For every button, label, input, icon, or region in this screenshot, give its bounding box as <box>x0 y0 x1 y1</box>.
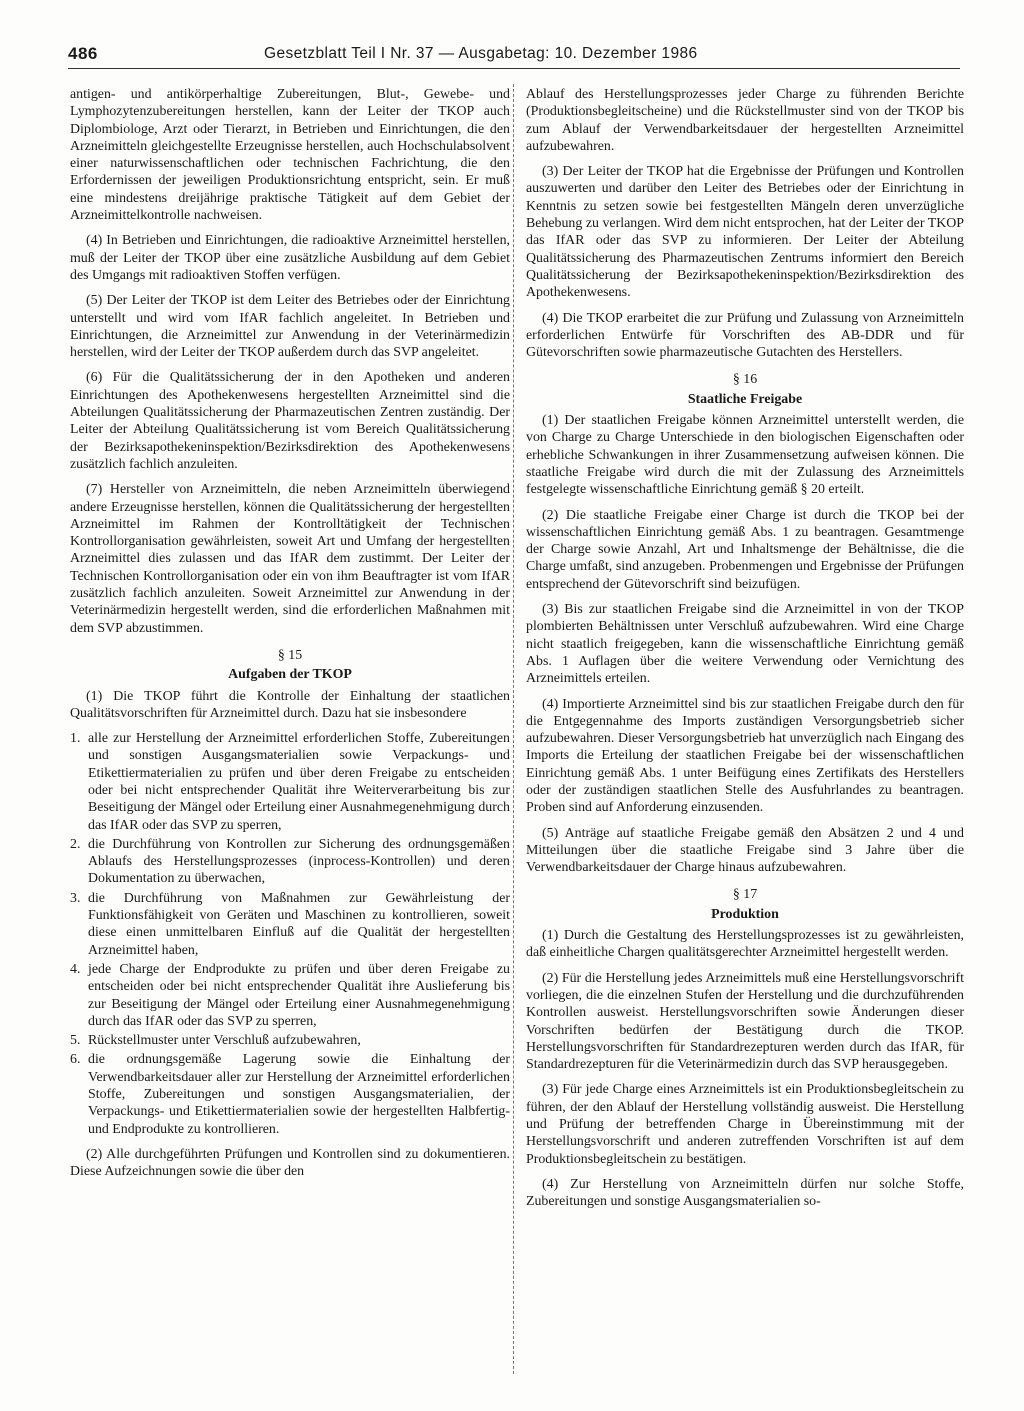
page-header <box>68 44 960 69</box>
list-item: 2. die Durchführung von Kontrollen zur Sicherung des ordnungsgemäßen Ablaufs des Herstellungsprozesses (inprocess-Kontrollen) und deren Dokumentation zu überwachen, <box>70 836 510 887</box>
list-item: 6. die ordnungsgemäße Lagerung sowie die Einhaltung der Verwendbarkeitsdauer aller zur Herstellung der Arzneimittel erforderlichen Stoffe, Zubereitungen und sonstigen Ausgangsmaterialien, der Verpackungs- und Etikettiermaterialien sowie der hergestellten Halbfertig- und Endprodukte zu kontrollieren. <box>70 1052 510 1137</box>
section-17-number: § 17 <box>732 887 758 903</box>
section-16-title: Staatliche Freigabe <box>687 391 803 407</box>
page-number: 486 <box>68 44 98 63</box>
column-divider <box>513 84 514 1374</box>
right-column <box>526 86 964 1219</box>
list-item: 5. Rückstellmuster unter Verschluß aufzubewahren, <box>70 1033 361 1049</box>
section-16-paragraph-1: (1) Der staatlichen Freigabe können Arzneimittel unterstellt werden, die von Charge zu Charge Unterschiede in den biologischen Eigenschaften oder erhebliche Schwankungen in ihrer Zusammensetzung aufweisen können. Die staatliche Freigabe wird durch die mit der Zulassung des Arzneimittels festgelegte wissenschaftliche Einrichtung gemäß § 20 erteilt. <box>526 413 964 498</box>
section-17-paragraph-2: (2) Für die Herstellung jedes Arzneimittels muß eine Herstellungsvorschrift vorliegen, die die einzelnen Stufen der Herstellung und die durchzuführenden Kontrollen ausweist. Herstellungsvorschriften sowie Änderungen dieser Vorschriften bedürfen der Bestätigung durch die TKOP. Herstellungsvorschriften für Standardrezepturen werden durch das IfAR, für Standardrezepturen für die Veterinärmedizin durch das SVP herausgegeben. <box>526 970 964 1073</box>
left-column <box>70 86 510 1189</box>
section-16-number: § 16 <box>732 372 758 388</box>
task-list <box>70 730 510 1138</box>
section-15-title: Aufgaben der TKOP <box>228 667 352 683</box>
list-item: 1. alle zur Herstellung der Arzneimittel erforderlichen Stoffe, Zubereitungen und sonstigen Ausgangsmaterialien sowie Verpackungs- und Etikettiermaterialien zu prüfen und über deren Freigabe zu entscheiden oder bei nicht entsprechender Qualität ihre Weiterverarbeitung bis zur Beseitigung der Mängel oder Erteilung einer Ausnahmegenehmigung durch das IfAR oder das SVP zu sperren, <box>70 731 510 833</box>
section-17-title: Produktion <box>711 906 779 922</box>
section-15-paragraph-4: (4) Die TKOP erarbeitet die zur Prüfung und Zulassung von Arzneimitteln erforderlichen Entwürfe für Vorschriften des AB-DDR und für Gütevorschriften sowie pharmazeutische Gutachten des Herstellers. <box>526 310 964 361</box>
section-16-paragraph-4: (4) Importierte Arzneimittel sind bis zur staatlichen Freigabe durch den für die Entgegennahme des Imports zuständigen Versorgungsbetrieb sicher aufzubewahren. Dieser Versorgungsbetrieb hat unverzüglich nach Eingang des Imports die Erteilung der staatlichen Freigabe bei der wissenschaftlichen Einrichtung gemäß Abs. 1 unter Beifügung eines Zertifikats des Herstellers oder der zuständigen staatlichen Stelle des Ausfuhrlandes zu beantragen. Proben sind auf Anforderung einzusenden. <box>526 696 964 816</box>
list-item: 3. die Durchführung von Maßnahmen zur Gewährleistung der Funktionsfähigkeit von Geräten und Maschinen zu kontrollieren, soweit diese einen unmittelbaren Einfluß auf die Qualität der hergestellten Arzneimittel haben, <box>70 890 510 958</box>
section-17-paragraph-1: (1) Durch die Gestaltung des Herstellungsprozesses ist zu gewährleisten, daß einheitliche Chargen qualitätsgerechter Arzneimittel hergestellt werden. <box>526 928 964 961</box>
section-17-paragraph-4: (4) Zur Herstellung von Arzneimitteln dürfen nur solche Stoffe, Zubereitungen und sonstige Ausgangsmaterialien so- <box>526 1176 964 1210</box>
section-15-paragraph-2: (2) Alle durchgeführten Prüfungen und Kontrollen sind zu dokumentieren. Diese Aufzeichnungen sowie die über den <box>70 1146 510 1180</box>
section-15-number: § 15 <box>277 647 303 663</box>
gazette-title: Gesetzblatt Teil I Nr. 37 — Ausgabetag: 10. Dezember 1986 <box>264 45 698 62</box>
paragraph-6: (6) Für die Qualitätssicherung der in den Apotheken und anderen Einrichtungen des Apothekenwesens hergestellten Arzneimittel sind die Abteilungen Qualitätssicherung der Pharmazeutischen Zentren zuständig. Der Leiter der Abteilung Qualitätssicherung ist vom Bereich Qualitätssicherung der Bezirksapothekeninspektion/Bezirksdirektion des Apothekenwesens zusätzlich fachlich anzuleiten. <box>70 370 510 472</box>
section-15-paragraph-3: (3) Der Leiter der TKOP hat die Ergebnisse der Prüfungen und Kontrollen auszuwerten und darüber den Leiter des Betriebes oder der Einrichtung in Kenntnis zu setzen sowie bei festgestellten Mängeln deren unverzügliche Behebung zu verlangen. Wird dem nicht entsprochen, hat der Leiter der TKOP das IfAR oder das SVP zu informieren. Der Leiter der Abteilung Qualitätssicherung des Pharmazeutischen Zentrums informiert den Bereich Qualitätssicherung der Bezirksapothekeninspektion/Bezirksdirektion des Apothekenwesens. <box>526 164 964 301</box>
list-item: 4. jede Charge der Endprodukte zu prüfen und über deren Freigabe zu entscheiden oder bei nicht entsprechender Qualität ihre Auslieferung bis zur Beseitigung der Mängel oder Erteilung einer Ausnahmegenehmigung durch das IfAR oder das SVP zu sperren, <box>70 961 510 1029</box>
section-15-paragraph-1: (1) Die TKOP führt die Kontrolle der Einhaltung der staatlichen Qualitätsvorschriften für Arzneimittel durch. Dazu hat sie insbesondere <box>70 688 510 721</box>
paragraph-7: (7) Hersteller von Arzneimitteln, die neben Arzneimitteln überwiegend andere Erzeugnisse herstellen, können die Qualitätssicherung der hergestellten Arzneimittel im Rahmen der Kontrolltätigkeit der Technischen Kontrollorganisation gewährleisten, soweit Art und Umfang der hergestellten Arzneimittel dies zulassen und das IfAR dem zustimmt. Der Leiter der Technischen Kontrollorganisation oder ein von ihm Beauftragter ist vom IfAR zusätzlich fachlich anzuleiten. Soweit Arzneimittel zur Anwendung in der Veterinärmedizin hergestellt werden, sind die erforderlichen Maßnahmen mit dem SVP abzustimmen. <box>70 482 510 636</box>
section-16-paragraph-3: (3) Bis zur staatlichen Freigabe sind die Arzneimittel in von der TKOP plombierten Behältnissen unter Verschluß aufzubewahren. Wird eine Charge nicht staatlich freigegeben, kann die wissenschaftliche Einrichtung gemäß Abs. 1 Auflagen über die weitere Verwendung oder Vernichtung des Arzneimittels erteilen. <box>526 602 964 687</box>
section-16-paragraph-2: (2) Die staatliche Freigabe einer Charge ist durch die TKOP bei der wissenschaftlichen Einrichtung gemäß Abs. 1 zu beantragen. Gesamtmenge der Charge sowie Anzahl, Art und Inhaltsmenge der Behältnisse, die die Charge umfaßt, sind anzugeben. Probenmengen und Ergebnisse der Prüfungen entsprechend der Gütevorschrift sind beizufügen. <box>526 507 964 592</box>
section-16-paragraph-5: (5) Anträge auf staatliche Freigabe gemäß den Absätzen 2 und 4 und Mitteilungen über die staatliche Freigabe sind 3 Jahre über die Verwendbarkeitsdauer der Charge hinaus aufzubewahren. <box>526 825 964 876</box>
paragraph-5: (5) Der Leiter der TKOP ist dem Leiter des Betriebes oder der Einrichtung unterstellt und wird vom IfAR fachlich angeleitet. In Betrieben und Einrichtungen, die Arzneimittel zur Anwendung in der Veterinärmedizin herstellen, wird der Leiter der TKOP außerdem durch das SVP angeleitet. <box>70 293 510 361</box>
section-17-paragraph-3: (3) Für jede Charge eines Arzneimittels ist ein Produktionsbegleitschein zu führen, der den Ablauf der Herstellung vollständig ausweist. Die Herstellung und Prüfung der betreffenden Charge in Übereinstimmung mit der Herstellungsvorschrift und anderen zutreffenden Vorschriften ist auf dem Produktionsbegleitschein zu bestätigen. <box>526 1082 964 1167</box>
paragraph-continued: Ablauf des Herstellungsprozesses jeder Charge zu führenden Berichte (Produktionsbegleitscheine) und die Rückstellmuster sind von der TKOP bis zum Ablauf der Verwendbarkeitsdauer der hergestellten Arzneimittel aufzubewahren. <box>526 87 964 154</box>
paragraph-4: (4) In Betrieben und Einrichtungen, die radioaktive Arzneimittel herstellen, muß der Leiter der TKOP über eine zusätzliche Ausbildung auf dem Gebiet des Umgangs mit radioaktiven Stoffen verfügen. <box>70 233 510 283</box>
paragraph-intro-continued: antigen- und antikörperhaltige Zubereitungen, Blut-, Gewebe- und Lymphozytenzubereitungen herstellen, kann der Leiter der TKOP auch Diplombiologe, Arzt oder Tierarzt, in Betrieben und Einrichtungen, die den Arzneimitteln gleichgestellte Erzeugnisse herstellen, auch Hochschulabsolvent einer naturwissenschaftlichen oder technischen Fachrichtung, die den Erfordernissen der jeweiligen Produktionsrichtung entspricht, sein. Er muß eine mindestens dreijährige praktische Tätigkeit auf dem Gebiet der Arzneimittelkontrolle nachweisen. <box>70 87 510 224</box>
